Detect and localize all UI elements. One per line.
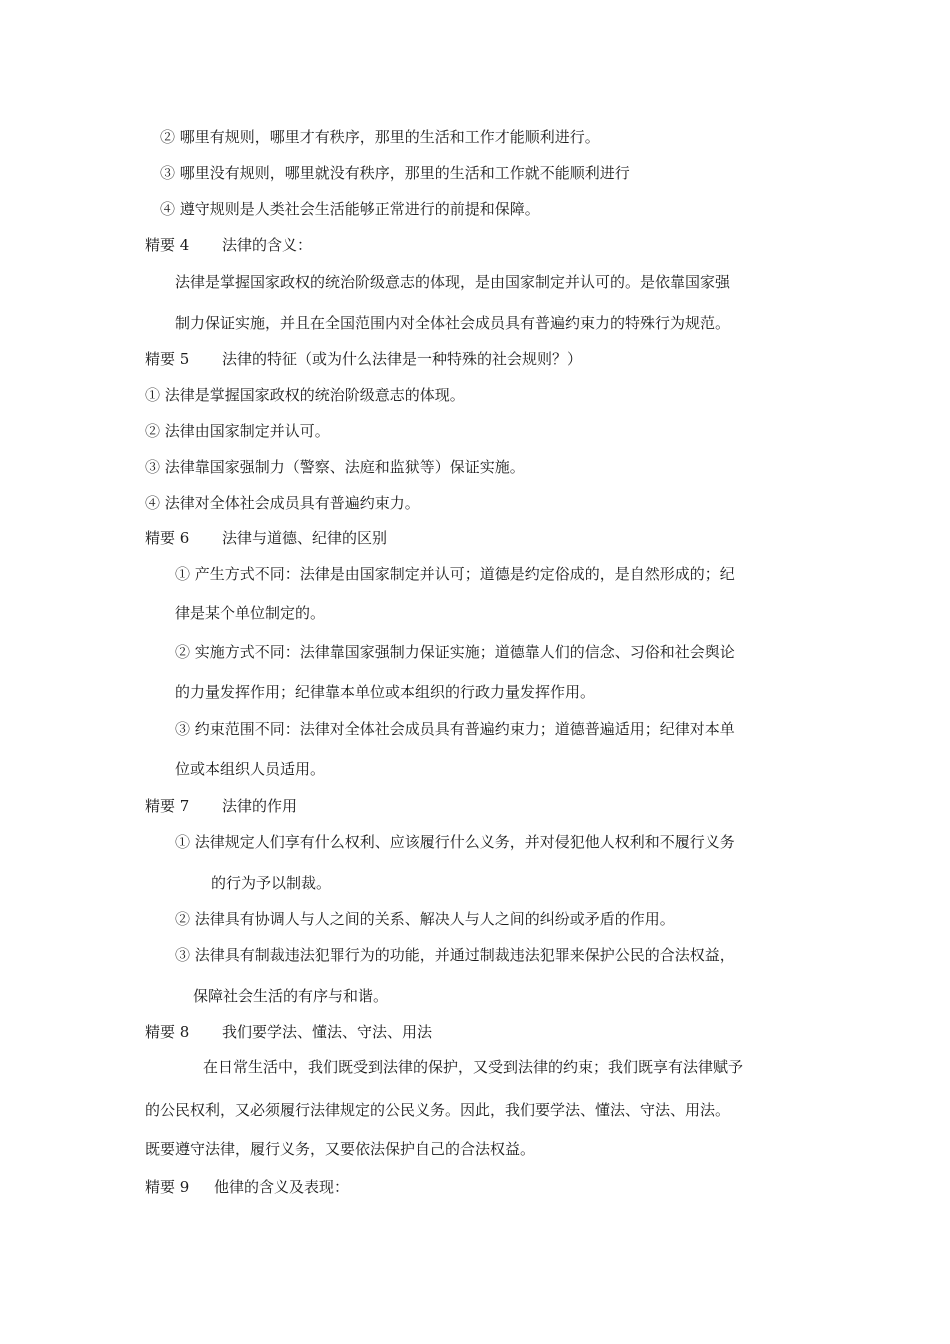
section-4-title: 法律的含义： bbox=[222, 236, 313, 254]
section-9-number: 精要 9 bbox=[145, 1178, 190, 1196]
section-8-text: 既要遵守法律，履行义务，又要依法保护自己的合法权益。 bbox=[145, 1140, 536, 1158]
intro-item: ③ 哪里没有规则，哪里就没有秩序，那里的生活和工作就不能顺利进行 bbox=[160, 164, 630, 182]
section-7-text: ② 法律具有协调人与人之间的关系、解决人与人之间的纠纷或矛盾的作用。 bbox=[175, 910, 675, 928]
intro-item: ④ 遵守规则是人类社会生活能够正常进行的前提和保障。 bbox=[160, 200, 540, 218]
section-5-item: ② 法律由国家制定并认可。 bbox=[145, 422, 330, 440]
section-6-title: 法律与道德、纪律的区别 bbox=[222, 529, 388, 547]
section-5-title: 法律的特征（或为什么法律是一种特殊的社会规则？） bbox=[222, 350, 583, 368]
section-5-item: ④ 法律对全体社会成员具有普遍约束力。 bbox=[145, 494, 420, 512]
section-6-text: ② 实施方式不同：法律靠国家强制力保证实施；道德靠人们的信念、习俗和社会舆论 bbox=[175, 643, 735, 661]
section-6-text: 律是某个单位制定的。 bbox=[175, 604, 326, 622]
section-4-text: 制力保证实施，并且在全国范围内对全体社会成员具有普遍约束力的特殊行为规范。 bbox=[175, 314, 731, 332]
section-6-text: 的力量发挥作用；纪律靠本单位或本组织的行政力量发挥作用。 bbox=[175, 683, 596, 701]
section-9-title: 他律的含义及表现： bbox=[214, 1178, 350, 1196]
section-5-number: 精要 5 bbox=[145, 350, 190, 368]
section-7-number: 精要 7 bbox=[145, 797, 190, 815]
section-6-number: 精要 6 bbox=[145, 529, 190, 547]
section-4-number: 精要 4 bbox=[145, 236, 190, 254]
section-7-text: 的行为予以制裁。 bbox=[211, 874, 332, 892]
section-6-text: ① 产生方式不同：法律是由国家制定并认可；道德是约定俗成的，是自然形成的；纪 bbox=[175, 565, 735, 583]
section-7-text: 保障社会生活的有序与和谐。 bbox=[193, 987, 389, 1005]
section-7-title: 法律的作用 bbox=[222, 797, 298, 815]
section-4-text: 法律是掌握国家政权的统治阶级意志的体现，是由国家制定并认可的。是依靠国家强 bbox=[175, 273, 731, 291]
section-7-text: ① 法律规定人们享有什么权利、应该履行什么义务，并对侵犯他人权利和不履行义务 bbox=[175, 833, 735, 851]
section-8-title: 我们要学法、懂法、守法、用法 bbox=[222, 1023, 433, 1041]
section-7-text: ③ 法律具有制裁违法犯罪行为的功能，并通过制裁违法犯罪来保护公民的合法权益， bbox=[175, 946, 735, 964]
section-8-text: 在日常生活中，我们既受到法律的保护，又受到法律的约束；我们既享有法律赋予 bbox=[203, 1058, 744, 1076]
section-8-text: 的公民权利，又必须履行法律规定的公民义务。因此，我们要学法、懂法、守法、用法。 bbox=[145, 1101, 731, 1119]
section-8-number: 精要 8 bbox=[145, 1023, 190, 1041]
section-6-text: ③ 约束范围不同：法律对全体社会成员具有普遍约束力；道德普遍适用；纪律对本单 bbox=[175, 720, 735, 738]
section-6-text: 位或本组织人员适用。 bbox=[175, 760, 326, 778]
intro-item: ② 哪里有规则，哪里才有秩序，那里的生活和工作才能顺利进行。 bbox=[160, 128, 600, 146]
section-5-item: ③ 法律靠国家强制力（警察、法庭和监狱等）保证实施。 bbox=[145, 458, 525, 476]
section-5-item: ① 法律是掌握国家政权的统治阶级意志的体现。 bbox=[145, 386, 465, 404]
